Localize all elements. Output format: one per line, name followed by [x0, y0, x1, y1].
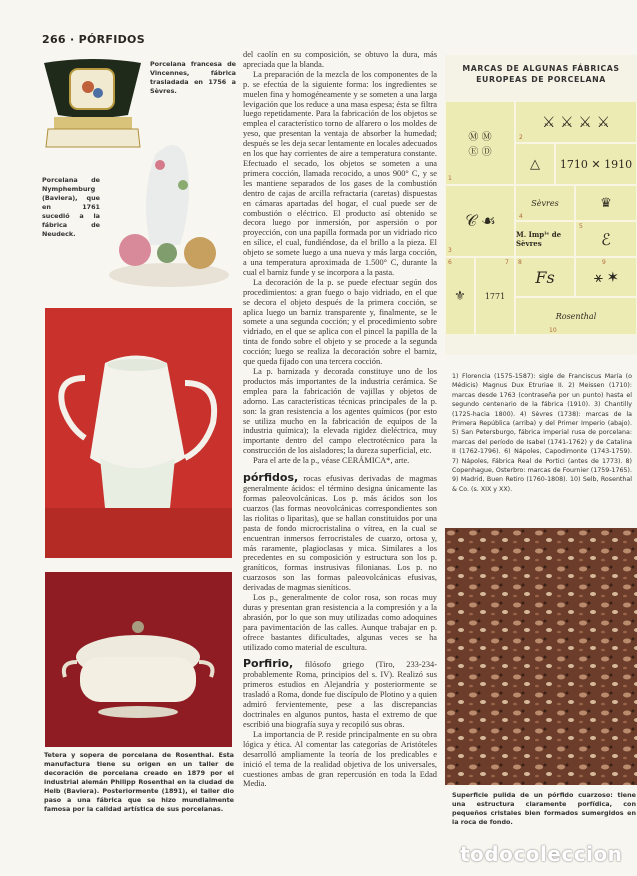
mark-buen-retiro: ⚹ ✶: [575, 257, 637, 297]
article-paragraph: La p. barnizada y decorada constituye uno de los productos más importantes de la industria cerámica. Se emplea para la fabricación de vajillas y objetos de adorno. Las características técnicas principales de la p. son: la gran resistencia a los agentes químicos (por esto se utiliza mucho en la fabricación de equipos de la industria química); la elevada rigidez dieléctrica, muy importante dentro del campo electrotécnico para la construcción de los aisladores; la dureza superficial, etc.: [243, 367, 437, 456]
nymphenburg-figurine-photo: [105, 135, 233, 290]
mark-number: 5: [579, 223, 583, 230]
running-title: PÓRFIDOS: [78, 33, 145, 46]
marks-title-line: EUROPEAS DE PORCELANA: [476, 75, 606, 84]
article-paragraph: del caolín en su composición, se obtuvo la dura, más apreciada que la blanda.: [243, 50, 437, 69]
marks-title: [445, 55, 637, 85]
mark-number: 4: [519, 213, 523, 220]
entry-porfidos: [243, 471, 437, 593]
porcelain-marks-panel: [445, 55, 637, 355]
article-paragraph: Los p., generalmente de color rosa, son rocas muy duras y presentan gran resistencia a la compresión y a la abrasión, por lo que son muy utilizadas como adoquines para pavimentación de las calles. Aunque trabajar en p. ofrece bastantes dificultades, algunas veces se ha utilizado como material de escultura.: [243, 593, 437, 652]
entry-porfirio: [243, 657, 437, 729]
article-column: [243, 50, 437, 789]
entry-text: filósofo griego (Tiro, 233-234-probablemente Roma, principios del s. IV). Realizó sus primeros estudios en Alejandría y posteriormente se trasladó a Roma, donde fue discípulo de Plotino y a quien admiró fervientemente, pese a las discrepancias doctrinales en algunos puntos, hasta el extremo de que escribió una biografía suya y recopiló sus obras.: [243, 660, 437, 729]
mark-number: 2: [519, 134, 523, 141]
mark-portici: 1771: [475, 257, 515, 335]
mark-number: 9: [602, 259, 606, 266]
mark-st-petersburg-crown: ♛: [575, 185, 637, 221]
article-paragraph: La decoración de la p. se puede efectuar según dos procedimientos: a gran fuego o bajo vidriado, en el que se decora el objeto después de la primera cocción, se aplica luego un barniz transparente y, finalmente, se le somete a una segunda cocción; y el procedimiento sobre vidriado, en el que se aplica con el pincel la papilla de la tinta de fondo sobre el objeto y se procede a la segunda cocción; luego se realiza la decoración sobre el barniz, que queda fijado con una tercera cocción.: [243, 277, 437, 367]
header-separator: ·: [70, 33, 75, 46]
marks-title-line: MARCAS DE ALGUNAS FÁBRICAS: [462, 64, 620, 73]
marks-legend: 1) Florencia (1575-1587): sigle de Franciscus María (o Médicis) Magnus Dux Etruriae II. 2) Meissen (1710): marcas desde 1763 (contraseña por un punto) hasta el segundo centenario de la fábrica (1910). 3) Chantilly (1725-hacia 1800). 4) Sèvres (1738): marcas de la Primera República (arriba) y del Primer Imperio (abajo). 5) San Petersburgo, fábrica imperial rusa de porcelana: marcas del período de Isabel (1741-1762) y de Catalina II (1762-1796). 6) Nápoles, Capodimonte (1743-1759). 7) Nápoles, Fábrica Real de Portici (antes de 1773). 8) Copenhague, Osterbro: marcas de Fournier (1759-1765). 9) Madrid, Buen Retiro (1760-1808). 10) Selb, Rosenthal & Co. (s. XIX y XX).: [452, 373, 632, 493]
entry-term: Porfirio,: [243, 657, 294, 671]
caption-rosenthal: Tetera y sopera de porcelana de Rosenthal. Esta manufactura tiene su origen en un taller de decoración de porcelana creado en 1879 por el industrial alemán Philipp Rosenthal en la ciudad de Helb (Baviera). Posteriormente (1891), el taller dio paso a una fábrica que se hizo mundialmente famosa por la calidad artística de sus porcelanas.: [44, 751, 234, 813]
watermark: todocoleccion: [460, 842, 623, 866]
running-header: [42, 33, 145, 46]
mark-number: 6: [448, 259, 452, 266]
caption-porphyry: Superficie pulida de un pórfido cuarzoso: tiene una estructura claramente porfídica, con pequeños cristales bien formados sumergidos en la roca de fondo.: [452, 791, 636, 826]
marks-grid: [445, 101, 637, 335]
entry-term: pórfidos,: [243, 471, 299, 485]
porphyry-surface-photo: [445, 528, 637, 785]
mark-sevres-republic: Sèvres: [515, 185, 575, 221]
page-number: 266: [42, 33, 66, 46]
mark-catalina: ℰ: [575, 221, 637, 257]
mark-copenhague: Fs: [515, 257, 575, 297]
mark-meissen-swords: ⚔ ⚔ ⚔ ⚔: [515, 101, 637, 143]
entry-text: rocas efusivas derivadas de magmas generalmente ácidos: el término designa únicamente las formas paleovolcánicas. Los p. más ácidos son los cuarzos (las formas neovolcánicas correspondientes son las riolitas o liparitas), que se hallan constituidos por una pasta de fondo microcristalina o vítrea, en la cual se encuentran inmersos ferrocristales de cuarzo, ortosa y, más raramente, plagioclasas y mica. Similares a los precedentes en su composición y estructura son los p. graníticos, formas instrusivas filonianas. Los p. no cuarzosos son las formas paleovolcánicas efusivas, derivadas de magmas sieníticos.: [243, 474, 437, 593]
mark-rosenthal: Rosenthal: [515, 297, 637, 335]
mark-florencia: Ⓜ Ⓜ Ⓔ Ⓓ: [445, 101, 515, 185]
rosenthal-teapot-photo: [45, 308, 232, 558]
mark-number: 8: [518, 259, 522, 266]
mark-capodimonte: ⚜: [445, 257, 475, 335]
article-paragraph: Para el arte de la p., véase CERÁMICA*, arte.: [253, 456, 410, 466]
rosenthal-tureen-photo: [45, 572, 232, 747]
mark-chantilly: 𝒞 ☙: [445, 185, 515, 257]
mark-number: 1: [448, 175, 452, 182]
mark-number: 10: [549, 327, 557, 334]
caption-vincennes: Porcelana francesa de Vincennes, fábrica trasladada en 1756 a Sèvres.: [150, 60, 236, 95]
mark-meissen-triangle: △: [515, 143, 555, 185]
article-paragraph: La importancia de P. reside principalmente en su obra lógica y ética. Al comentar las categorías de Aristóteles desarrolló ampliamente la teoría de los predicables e inició el tema de la realidad objetiva de los universales, cuestiones ambas de gran repercusión en toda la Edad Media.: [243, 729, 437, 789]
mark-number: 3: [448, 247, 452, 254]
mark-number: 7: [505, 259, 509, 266]
article-paragraph: La preparación de la mezcla de los componentes de la p. se efectúa de la siguiente forma: los ingredientes se muelen fina y homogéneamente y se someten a una larga levigación que los reduce a una masa espesa; ésta se filtra luego repetidamente. Para la fabricación de los objetos se emplea el característico torno de alfarero o los moldes de yeso, que presentan la ventaja de absorber la humedad; después se les deja secar lentamente en locales adecuados en los que hay corrientes de aire a temperatura constante. Efectuado el secado, los objetos se someten a una primera cocción, llamada recocido, a unos 900° C, y se les mantiene separados de los gases de la combustión dentro de cajas de arcilla refractaria (caretas) dispuestas en cámaras apartadas del hogar, el cual puede ser de combustión o eléctrico. El producto así obtenido se decora luego por inmersión, por aspersión o por proyección, con una papilla formada por un vidriado rico en sílice, el cual, fundiéndose, da el brillo a la pieza. El objeto se somete luego a una nueva y más larga cocción, a una temperatura aproximada de 1.500° C, durante la cual el barniz funde y se incorpora a la pasta.: [243, 69, 437, 277]
caption-nymphenburg: Porcelana de Nymphemburg (Baviera), que en 1761 sucedió a la fábrica de Neudeck.: [42, 176, 100, 238]
mark-sevres-empire: M. Impˡᵉ de Sèvres: [515, 221, 575, 257]
mark-meissen-years: 1710 ✕ 1910: [555, 143, 637, 185]
